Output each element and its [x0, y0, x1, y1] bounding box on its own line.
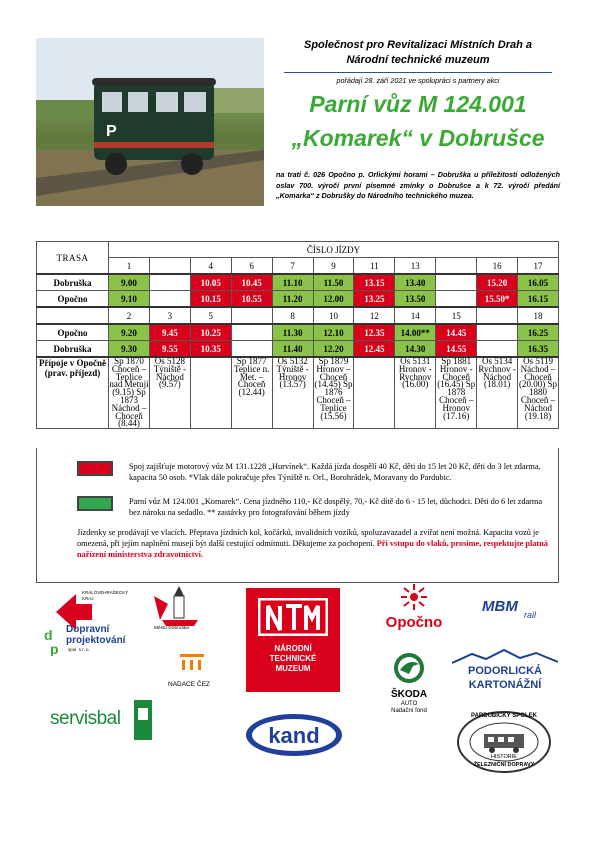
departure-time: 13.15	[354, 274, 395, 291]
departure-time: 14.00**	[395, 324, 436, 341]
podorlicka-text-1: PODORLICKÁ	[468, 665, 542, 677]
skoda-text-1: ŠKODA	[390, 689, 428, 700]
departure-time: 12.20	[313, 341, 354, 358]
timetable-row	[37, 291, 559, 308]
title-line-2: „Komarek“ v Dobrušce	[291, 125, 545, 151]
departure-time: 11.40	[272, 341, 313, 358]
dp-text-3: spol. s r. o.	[68, 647, 90, 652]
ntm-text-1: NÁRODNÍ	[274, 644, 312, 653]
trasa-header: TRASA	[37, 242, 109, 275]
skoda-logo	[376, 652, 442, 724]
connections-label: Přípoje v Opočně (prav. příjezd)	[37, 357, 109, 429]
departure-time: 15.50*	[477, 291, 518, 308]
departure-time: 10.35	[190, 341, 231, 358]
departure-time	[436, 291, 477, 308]
departure-time: 10.25	[190, 324, 231, 341]
departure-time	[149, 274, 190, 291]
departure-time: 15.20	[477, 274, 518, 291]
kraj-name-2: KRAJ	[82, 596, 94, 601]
connection-info: Sp 1879 Hronov – Choceň (14.45) Sp 1876 Choceň – Teplice (15.56)	[313, 357, 354, 429]
photo-letter: P	[106, 123, 117, 140]
cez-text: NADACE ČEZ	[168, 681, 210, 688]
connection-info: Sp 1870 Choceň – Teplice nad Metují (9.15) Sp 1873 Náchod – Choceň (8.44)	[109, 357, 149, 429]
train-number: 10	[313, 307, 354, 324]
train-number: 2	[109, 307, 150, 324]
ntm-monogram-icon	[258, 598, 328, 636]
svg-text:p: p	[50, 641, 59, 656]
connection-info: Os 5131 Hronov - Rychnov (16.00)	[395, 357, 436, 429]
departure-time: 11.10	[272, 274, 313, 291]
departure-time: 11.30	[272, 324, 313, 341]
train-number	[231, 307, 272, 324]
red-swatch	[77, 461, 113, 476]
departure-time: 13.25	[354, 291, 395, 308]
departure-time: 12.00	[313, 291, 354, 308]
connection-info: Os 5132 Týniště - Hronov (13.57)	[272, 357, 313, 429]
podorlicka-text-2: KARTONÁŽNÍ	[468, 679, 542, 691]
dopravni-projektovani-logo	[44, 622, 144, 662]
departure-time: 16.35	[518, 341, 559, 358]
train-number: 5	[190, 307, 231, 324]
cez-logo	[168, 654, 218, 690]
green-swatch	[77, 496, 113, 511]
timetable	[36, 241, 559, 429]
connection-info: Os 5119 Náchod – Choceň (20.00) Sp 1880 Choceň – Náchod (19.18)	[518, 357, 559, 429]
empty-cell	[37, 307, 109, 324]
departure-time: 12.35	[354, 324, 395, 341]
connection-info: Os 5134 Rychnov - Náchod (18.01)	[477, 357, 518, 429]
spolek-text-top: PARDUBICKÝ SPOLEK	[471, 713, 537, 719]
cislo-jizdy-header: ČÍSLO JÍZDY	[109, 242, 559, 258]
station-name: Dobruška	[37, 341, 109, 358]
header-divider	[284, 72, 552, 73]
servisbal-logo	[50, 700, 154, 746]
dobruska-text: Město Dobruška	[154, 626, 189, 631]
train-number: 6	[231, 258, 272, 275]
kand-text: kand	[268, 723, 320, 748]
departure-time	[477, 341, 518, 358]
departure-time: 9.55	[149, 341, 190, 358]
connection-info: Os 5128 Týniště - Náchod (9.57)	[149, 357, 190, 429]
connection-info	[354, 357, 395, 429]
svg-text:d: d	[44, 627, 53, 643]
organizer-line-2: Národní technické muzeum	[346, 54, 490, 66]
dobruska-crest-icon	[148, 584, 204, 628]
kand-ellipse-icon	[244, 712, 344, 758]
departure-time: 14.55	[436, 341, 477, 358]
train-number: 13	[395, 258, 436, 275]
spolek-text-mid: HISTORIE	[491, 754, 517, 760]
train-number	[436, 258, 477, 275]
departure-time: 16.05	[518, 274, 559, 291]
departure-time: 11.20	[272, 291, 313, 308]
departure-time: 16.25	[518, 324, 559, 341]
departure-time: 10.05	[190, 274, 231, 291]
ntm-text-3: MUZEUM	[275, 664, 311, 673]
event-description: na trati č. 026 Opočno p. Orlickými horami – Dobruška u příležitosti odložených oslav 700. výročí první písemné zmínky o Dobrušce a k 72. výročí předání „Komarka“ z Dobrušky do Národního technického muzea.	[276, 170, 560, 200]
departure-time	[436, 274, 477, 291]
train-number: 4	[190, 258, 231, 275]
connection-info	[190, 357, 231, 429]
connections-row	[37, 357, 559, 429]
departure-time: 14.45	[436, 324, 477, 341]
train-number	[477, 307, 518, 324]
train-number: 7	[272, 258, 313, 275]
departure-time: 9.00	[109, 274, 150, 291]
header-row	[37, 242, 559, 258]
kraj-name-1: KRÁLOVÉHRADECKÝ	[82, 590, 129, 595]
podorlicka-logo	[452, 648, 558, 700]
connection-info: Sp 1881 Hronov - Choceň (16.45) Sp 1878 Choceň – Hronov (17.16)	[436, 357, 477, 429]
timetable-row	[37, 341, 559, 358]
ntm-text-2: TECHNICKÉ	[269, 654, 317, 663]
opocno-text: Opočno	[385, 614, 443, 631]
departure-time	[231, 341, 272, 358]
legend-green-text: Parní vůz M 124.001 „Komarek“. Cena jízdného 110,- Kč dospělý, 70,- Kč dítě do 6 - 15 let, důchodci. Děti do 6 let zdarma bez nároku na sedadlo. ** zastávky pro fotografování během jízdy	[129, 497, 543, 517]
departure-time: 9.10	[109, 291, 150, 308]
covid-warning: Při vstupu do vlaků, prosíme, respektujte platná nařízení ministerstva zdravotnictví.	[77, 539, 548, 559]
mbm-rail-text: rail	[524, 610, 537, 620]
timetable-row	[37, 274, 559, 291]
kand-logo	[244, 712, 344, 758]
station-name: Dobruška	[37, 274, 109, 291]
mbm-rail-logo	[482, 598, 554, 628]
train-number: 17	[518, 258, 559, 275]
opocno-logo	[374, 584, 454, 636]
train-number: 14	[395, 307, 436, 324]
train-number: 16	[477, 258, 518, 275]
legend-red-text: Spoj zajišťuje motorový vůz M 131.1228 „Hurvínek“. Každá jízda dospělí 40 Kč, děti do 15 let 20 Kč, děti do 3 let zdarma, kapacita 50 osob. *Vlak dále pokračuje přes Týniště n. Orl., Borohrádek, Moravany do Pardubic.	[129, 462, 541, 482]
dp-text-2: projektování	[66, 635, 126, 646]
title-line-1: Parní vůz M 124.001	[309, 91, 527, 117]
departure-time	[231, 324, 272, 341]
departure-time	[149, 291, 190, 308]
spolek-logo	[456, 710, 552, 774]
timetable-row	[37, 324, 559, 341]
train-numbers-row	[37, 307, 559, 324]
departure-time: 12.10	[313, 324, 354, 341]
skoda-text-2: AUTO	[400, 701, 418, 707]
station-name: Opočno	[37, 324, 109, 341]
train-number: 1	[109, 258, 150, 275]
departure-time: 9.20	[109, 324, 150, 341]
station-name: Opočno	[37, 291, 109, 308]
departure-time: 16.15	[518, 291, 559, 308]
departure-time	[477, 324, 518, 341]
railcar-illustration	[36, 38, 264, 206]
train-number: 12	[354, 307, 395, 324]
departure-time: 9.30	[109, 341, 150, 358]
mountain-icon	[452, 648, 558, 664]
departure-time: 10.15	[190, 291, 231, 308]
servisbal-text: servisbal	[50, 708, 121, 729]
mbm-text: MBM	[482, 598, 518, 615]
departure-time: 14.30	[395, 341, 436, 358]
spolek-text-bottom: ŽELEZNIČNÍ DOPRAVY	[473, 762, 535, 768]
dobruska-logo	[148, 584, 204, 636]
skoda-text-3: Nadační fond	[391, 708, 427, 714]
organizer-line-1: Společnost pro Revitalizaci Místních Drah a	[304, 39, 532, 51]
cez-symbol-icon	[180, 654, 204, 672]
train-numbers-row	[37, 258, 559, 275]
legend	[36, 448, 559, 583]
departure-time: 10.55	[231, 291, 272, 308]
train-number: 11	[354, 258, 395, 275]
departure-time: 13.40	[395, 274, 436, 291]
train-number	[149, 258, 190, 275]
departure-time: 11.50	[313, 274, 354, 291]
departure-time: 12.45	[354, 341, 395, 358]
ticket-note	[77, 527, 552, 560]
connection-info: Sp 1877 Teplice n. Met. – Choceň (12.44)	[231, 357, 272, 429]
train-number: 18	[518, 307, 559, 324]
ntm-logo	[246, 588, 340, 692]
dp-monogram-icon	[44, 626, 66, 656]
departure-time: 13.50	[395, 291, 436, 308]
train-number: 15	[436, 307, 477, 324]
train-number: 3	[149, 307, 190, 324]
departure-time: 10.45	[231, 274, 272, 291]
departure-time: 9.45	[149, 324, 190, 341]
ticket-note-text: Jízdenky se prodávají ve vlacích. Přeprava jízdních kol, kočárků, invalidních vozíků, spoluzavazadel a zvířat není možná. Kapacita vozů je omezená, při jejím naplnění musejí být další cestující odmítnuti. Děkujeme za pochopení.	[77, 528, 539, 548]
locomotive-photo	[36, 38, 264, 206]
servisbal-mark-icon	[134, 700, 152, 740]
dp-text-1: Dopravní	[66, 624, 110, 635]
header-block	[276, 38, 560, 153]
train-number: 9	[313, 258, 354, 275]
train-number: 8	[272, 307, 313, 324]
subtitle: pořádají 28. září 2021 ve spolupráci s partnery akci	[336, 76, 500, 85]
skoda-arrow-icon	[393, 652, 425, 684]
opocno-star-icon	[399, 584, 429, 610]
